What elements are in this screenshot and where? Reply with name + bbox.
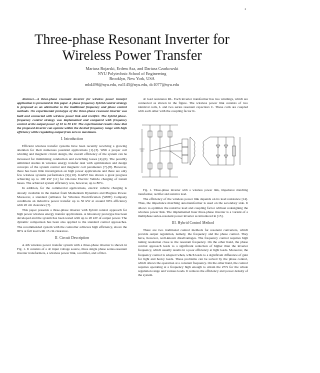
intro-paragraph: This paper presents a three-phase inverter with hybrid control approach for high power wireless energy transfer applications. A laboratory prototype has been developed and the system has been tested with up to 20 kW of output power. The dynamic comparison has been also applied to the standard control approaches. The recommended system with the controller achieves high efficiency, above the 90% at full load with 15 cm clearance. <box>17 208 127 233</box>
right-column <box>138 97 248 278</box>
circuit-paragraph: A 4th wireless power transfer system with a three-phase inverter is shown in Fig. 1. It consists of a dc input voltage source, three single phase series-resonant inverter transformers, a wireless power link, a rectifier, and a filter. <box>17 242 127 255</box>
author-affiliation: NYU Polytechnic School of Engineering <box>97 71 167 77</box>
paper-title: Three-phase Resonant Inverter for Wireless Power Transfer <box>34 32 230 64</box>
body-paragraph: There are two traditional control methods for resonant converters, which provide output regulation, namely, the frequency and the phase control. They have, however, well-known disadvantages. The frequency control requires high tuning resolution close to the resonant frequency. On the other hand, the phase control approach leads to a significant reduction of higher than the inverter frequency, which usually results in a poor efficiency at light loads. Moreover, the frequency control is adopted when, which leads to a significant difference of gain for light and heavy loads. These problems can be solved by the phase control, which allows the operation at a constant frequency. On the other hand, the control requires operating at a frequency high enough to obtain the ZVS for the whole regulation range and various loads. It reduces the efficiency and power density of the system. <box>138 227 248 278</box>
circuit-diagram <box>138 115 248 187</box>
intro-paragraph: In addition, for the commercial applications, electric vehicle charging is already available in the market from Momentum Dynamics and Plugless Power. Moreover, a standard (Alliance for Wireless Electrification (WiPE) Company conditions an inductive power transfer up to 50 kW at around 90% efficiency with 20 cm clearance [7]. <box>17 186 127 208</box>
circuit-figure <box>138 115 248 187</box>
author-block <box>30 66 234 87</box>
section-heading-circuit: II. Circuit Description <box>54 235 90 240</box>
intro-paragraph: Efficient wireless transfer systems have been recently receiving a growing attention for their numerous potential applications [1]-[3]. With a proper coil winding and magnetic circuit design, the overall efficiency of the system can be increased for minimizing conduction and switching losses [4]-[6]. The possibly unlimited studies in wireless energy transfer deal with optimization and design concepts of the system control and magnetic coil parameters [7]-[8]. However, there has been little investigation on high power applications and there are only few wireless systems performance [9]-[10]. KAIST has shown a great progress achieving up to 100 kW [11] for On-Line Electric Vehicle charging of transit buses. The achieved system efficiency was, however, up to 80%. <box>17 144 127 186</box>
author-names: Mariusz Bojarski, Erdem Asa, and Dariusz Czarkowski <box>85 66 179 71</box>
page-number: 1 <box>244 7 246 11</box>
body-paragraph: dc load resistance RL. Each inverter transformer has two windings, which are connected as shown in the figure. The wireless power link consists of two identical coils, L and two series resonant capacitors C. These coils are coupled with each other with the coupling factor K. <box>138 97 248 114</box>
figure-caption: Fig. 1. Three-phase inverter with a wireless power link, impedance matching transformer, rectifier and resistive load. <box>138 187 248 196</box>
author-city: Brooklyn, New York, USA <box>109 76 155 82</box>
section-heading-control: III. Hybrid Control Method <box>171 221 215 226</box>
author-emails: mb4496@nyu.edu, ea1145@nyu.edu, dc1077@nyu.edu <box>85 81 179 87</box>
abstract: Abstract—A three-phase resonant inverter for wireless power transfer application is presented in this paper. A phase frequency hybrid control strategy is proposed as an alternative to the traditional frequency and phase control methods. On experimental prototype of the three-phase resonant inverter was built and connected with wireless power link and rectifier. The hybrid phase-frequency control strategy was implemented and compared with frequency control at the output power of 10 to 50 kW. The experimental results show that the proposed inverter can operate within the desired frequency range with high efficiency while regulating output from zero to maximum. <box>17 97 127 135</box>
left-column <box>17 97 127 256</box>
body-paragraph: The efficiency of the wireless power link depends on its load resistance [14]. Thus, the impedance matching autotransformer is used on the secondary side. It allows to optimize the resistive load and coupling factor without redesigning the wireless power link. The implemented hour three-phase inverter is a variant of a multiphase series-resonant power inverter as introduced in [15]. <box>138 197 248 218</box>
section-heading-introduction: I. Introduction <box>60 137 84 142</box>
